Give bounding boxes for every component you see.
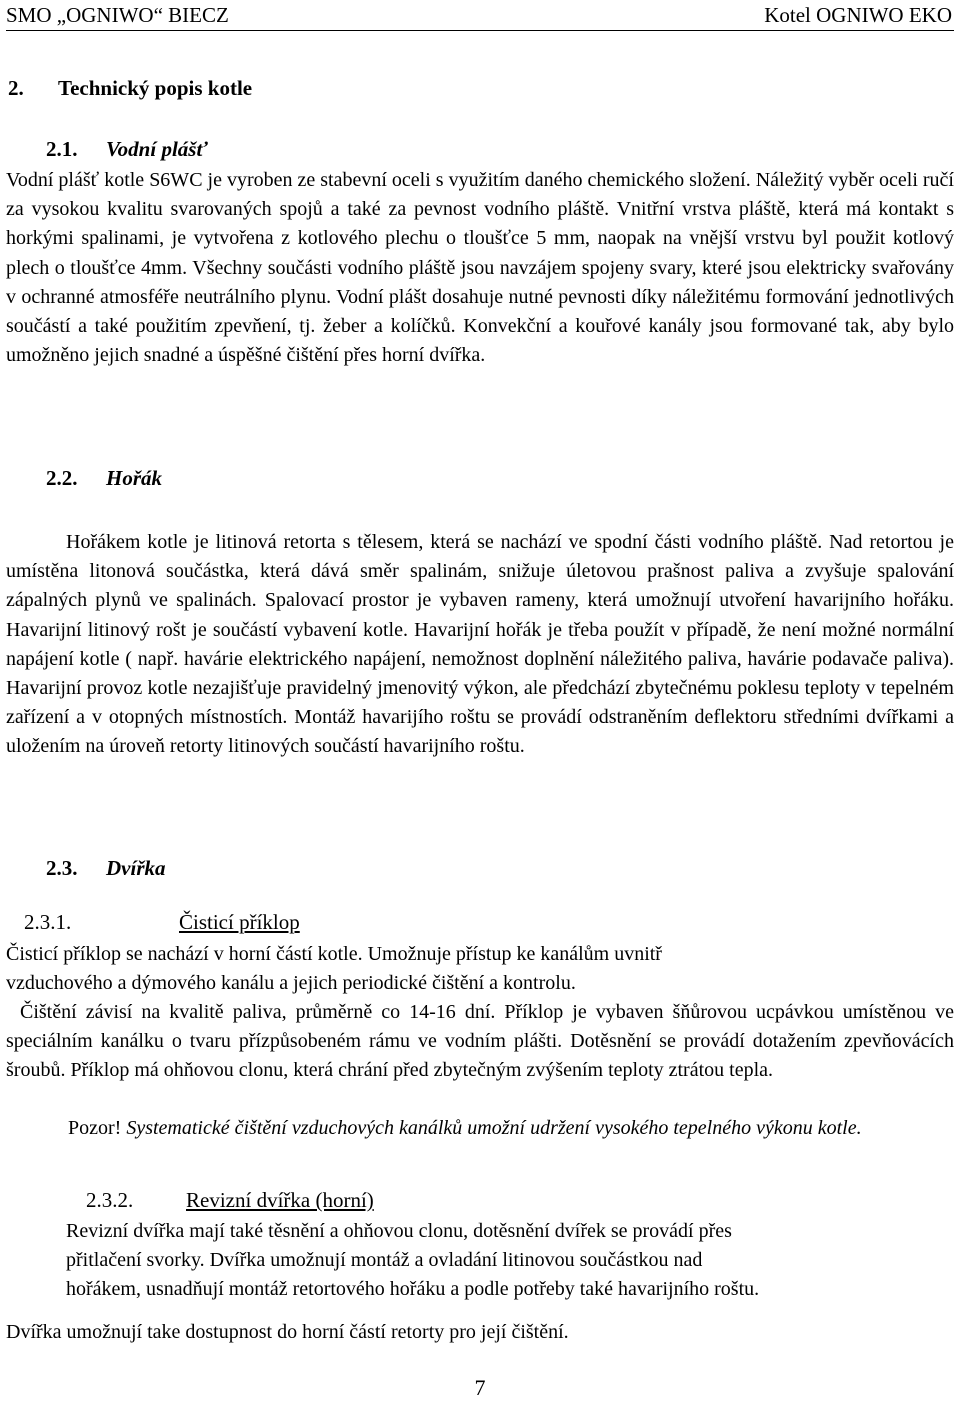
page-number: 7 xyxy=(474,1375,486,1400)
section-2-3-2-line3: hořákem, usnadňují montáž retortového hořáku a podle potřeby také havarijního roštu. xyxy=(66,1278,760,1300)
page-header xyxy=(6,4,954,31)
section-2-3-2-heading xyxy=(86,1188,374,1213)
section-number: 2.2. xyxy=(46,466,78,490)
section-2-3-1-line1: Čisticí příklop se nachází v horní částí kotle. Umožnuje přístup ke kanálům uvnitř xyxy=(6,943,662,965)
header-product: Kotel OGNIWO EKO xyxy=(764,3,952,27)
section-2-2-heading xyxy=(46,466,162,491)
section-2-heading xyxy=(8,76,252,101)
section-2-3-1-line2: vzduchového a dýmového kanálu a jejich periodické čištění a kontrolu. xyxy=(6,972,576,994)
section-2-3-1-heading xyxy=(24,910,300,935)
section-2-1-text: Vodní plášť kotle S6WC je vyroben ze stabevní oceli s využitím daného chemického složení. Náležitý vyběr oceli ručí za vysokou kvalitu svarovaných spojů a také za pevnost vodního pláště. Vnitřní vrstva pláště, která má kontakt s horkými spalinami, je vytvořena z kotlového plechu o tloušťce 5 mm, naopak na vnější vrstvu byl použit kotlový plech o tloušťce 4mm. Všechny součásti vodního pláště jsou navzájem spojeny svary, které jsou elektricky svařovány v ochranné atmosféře neutrálního plynu. Vodní plášt dosahuje nutné pevnosti díky náležitému formování jednotlivých součástí a také použitím zpevňení, tj. žeber a kolíčků. Konvekční a kouřové kanály jsou formované tak, aby bylo umožněno jejich snadné a úspěšné čištění přes horní dvířka. xyxy=(6,169,954,367)
section-2-1-heading xyxy=(46,137,208,162)
section-number: 2.1. xyxy=(46,137,78,161)
header-company: SMO „OGNIWO“ BIECZ xyxy=(6,3,229,27)
warning-text: Systematické čištění vzduchových kanálků umožní udržení vysokého tepelného výkonu kotle. xyxy=(121,1117,862,1139)
section-2-3-2-line2: přitlačení svorky. Dvířka umožnují montáž a ovladání litinovou součástkou nad xyxy=(66,1249,703,1271)
section-number: 2.3. xyxy=(46,856,78,880)
section-title: Technický popis kotle xyxy=(58,76,253,100)
section-number: 2. xyxy=(8,76,24,100)
section-2-3-2-line1: Revizní dvířka mají také těsnění a ohňovou clonu, dotěsnění dvířek se provádí přes xyxy=(66,1220,732,1242)
section-title: Vodní plášť xyxy=(106,137,208,161)
section-title: Hořák xyxy=(106,466,163,490)
section-2-3-1-para: Čištění závisí na kvalitě paliva, průměrně co 14-16 dní. Příklop je vybaven šňůrovou ucpávkou umístěnou ve speciálním kanálku o tvaru přízpůsobeném rámu ve vodním plášti. Dotěsnění se provádí dotažením zpevňovácích šroubů. Příklop má ohňovou clonu, která chrání před zbytečným zvýšením teploty ztrátou tepla. xyxy=(6,1001,954,1082)
section-number: 2.3.1. xyxy=(24,910,72,934)
section-number: 2.3.2. xyxy=(86,1188,134,1212)
section-2-3-2-line4: Dvířka umožnují take dostupnost do horní částí retorty pro její čištění. xyxy=(6,1321,569,1343)
warning-label: Pozor! xyxy=(68,1117,122,1139)
section-2-2-text: Hořákem kotle je litinová retorta s tělesem, která se nachází ve spodní části vodního pláště. Nad retortou je umístěna litonová součástka, která dává směr spalinám, snižuje úletovou prašnost paliva a zvyšuje spalování zápalných plynů ve spalinách. Spalovací prostor je vybaven rameny, která umožnují utvoření havarijního hořáku. Havarijní litinový rošt je součástí vybavení kotle. Havarijní hořák je třeba použít v případě, že není možné normální napájení kotle ( např. havárie elektrického napájení, nemožnost doplnění náležitého paliva, havárie podavače paliva). Havarijní provoz kotle nezajišťuje pravidelný jmenovitý výkon, ale předchází zbytečnému poklesu teploty v tepelném zařízení a v otopných místnostích. Montáž havarijího roštu se provádí odstraněním deflektoru středními dvířkami a uložením na úroveň retorty litinových součástí havarijního roštu. xyxy=(6,531,954,758)
section-title: Dvířka xyxy=(106,856,166,880)
section-title: Revizní dvířka (horní) xyxy=(186,1188,374,1212)
section-2-3-heading xyxy=(46,856,166,881)
warning-note xyxy=(6,1114,954,1143)
section-title: Čisticí příklop xyxy=(179,910,300,934)
